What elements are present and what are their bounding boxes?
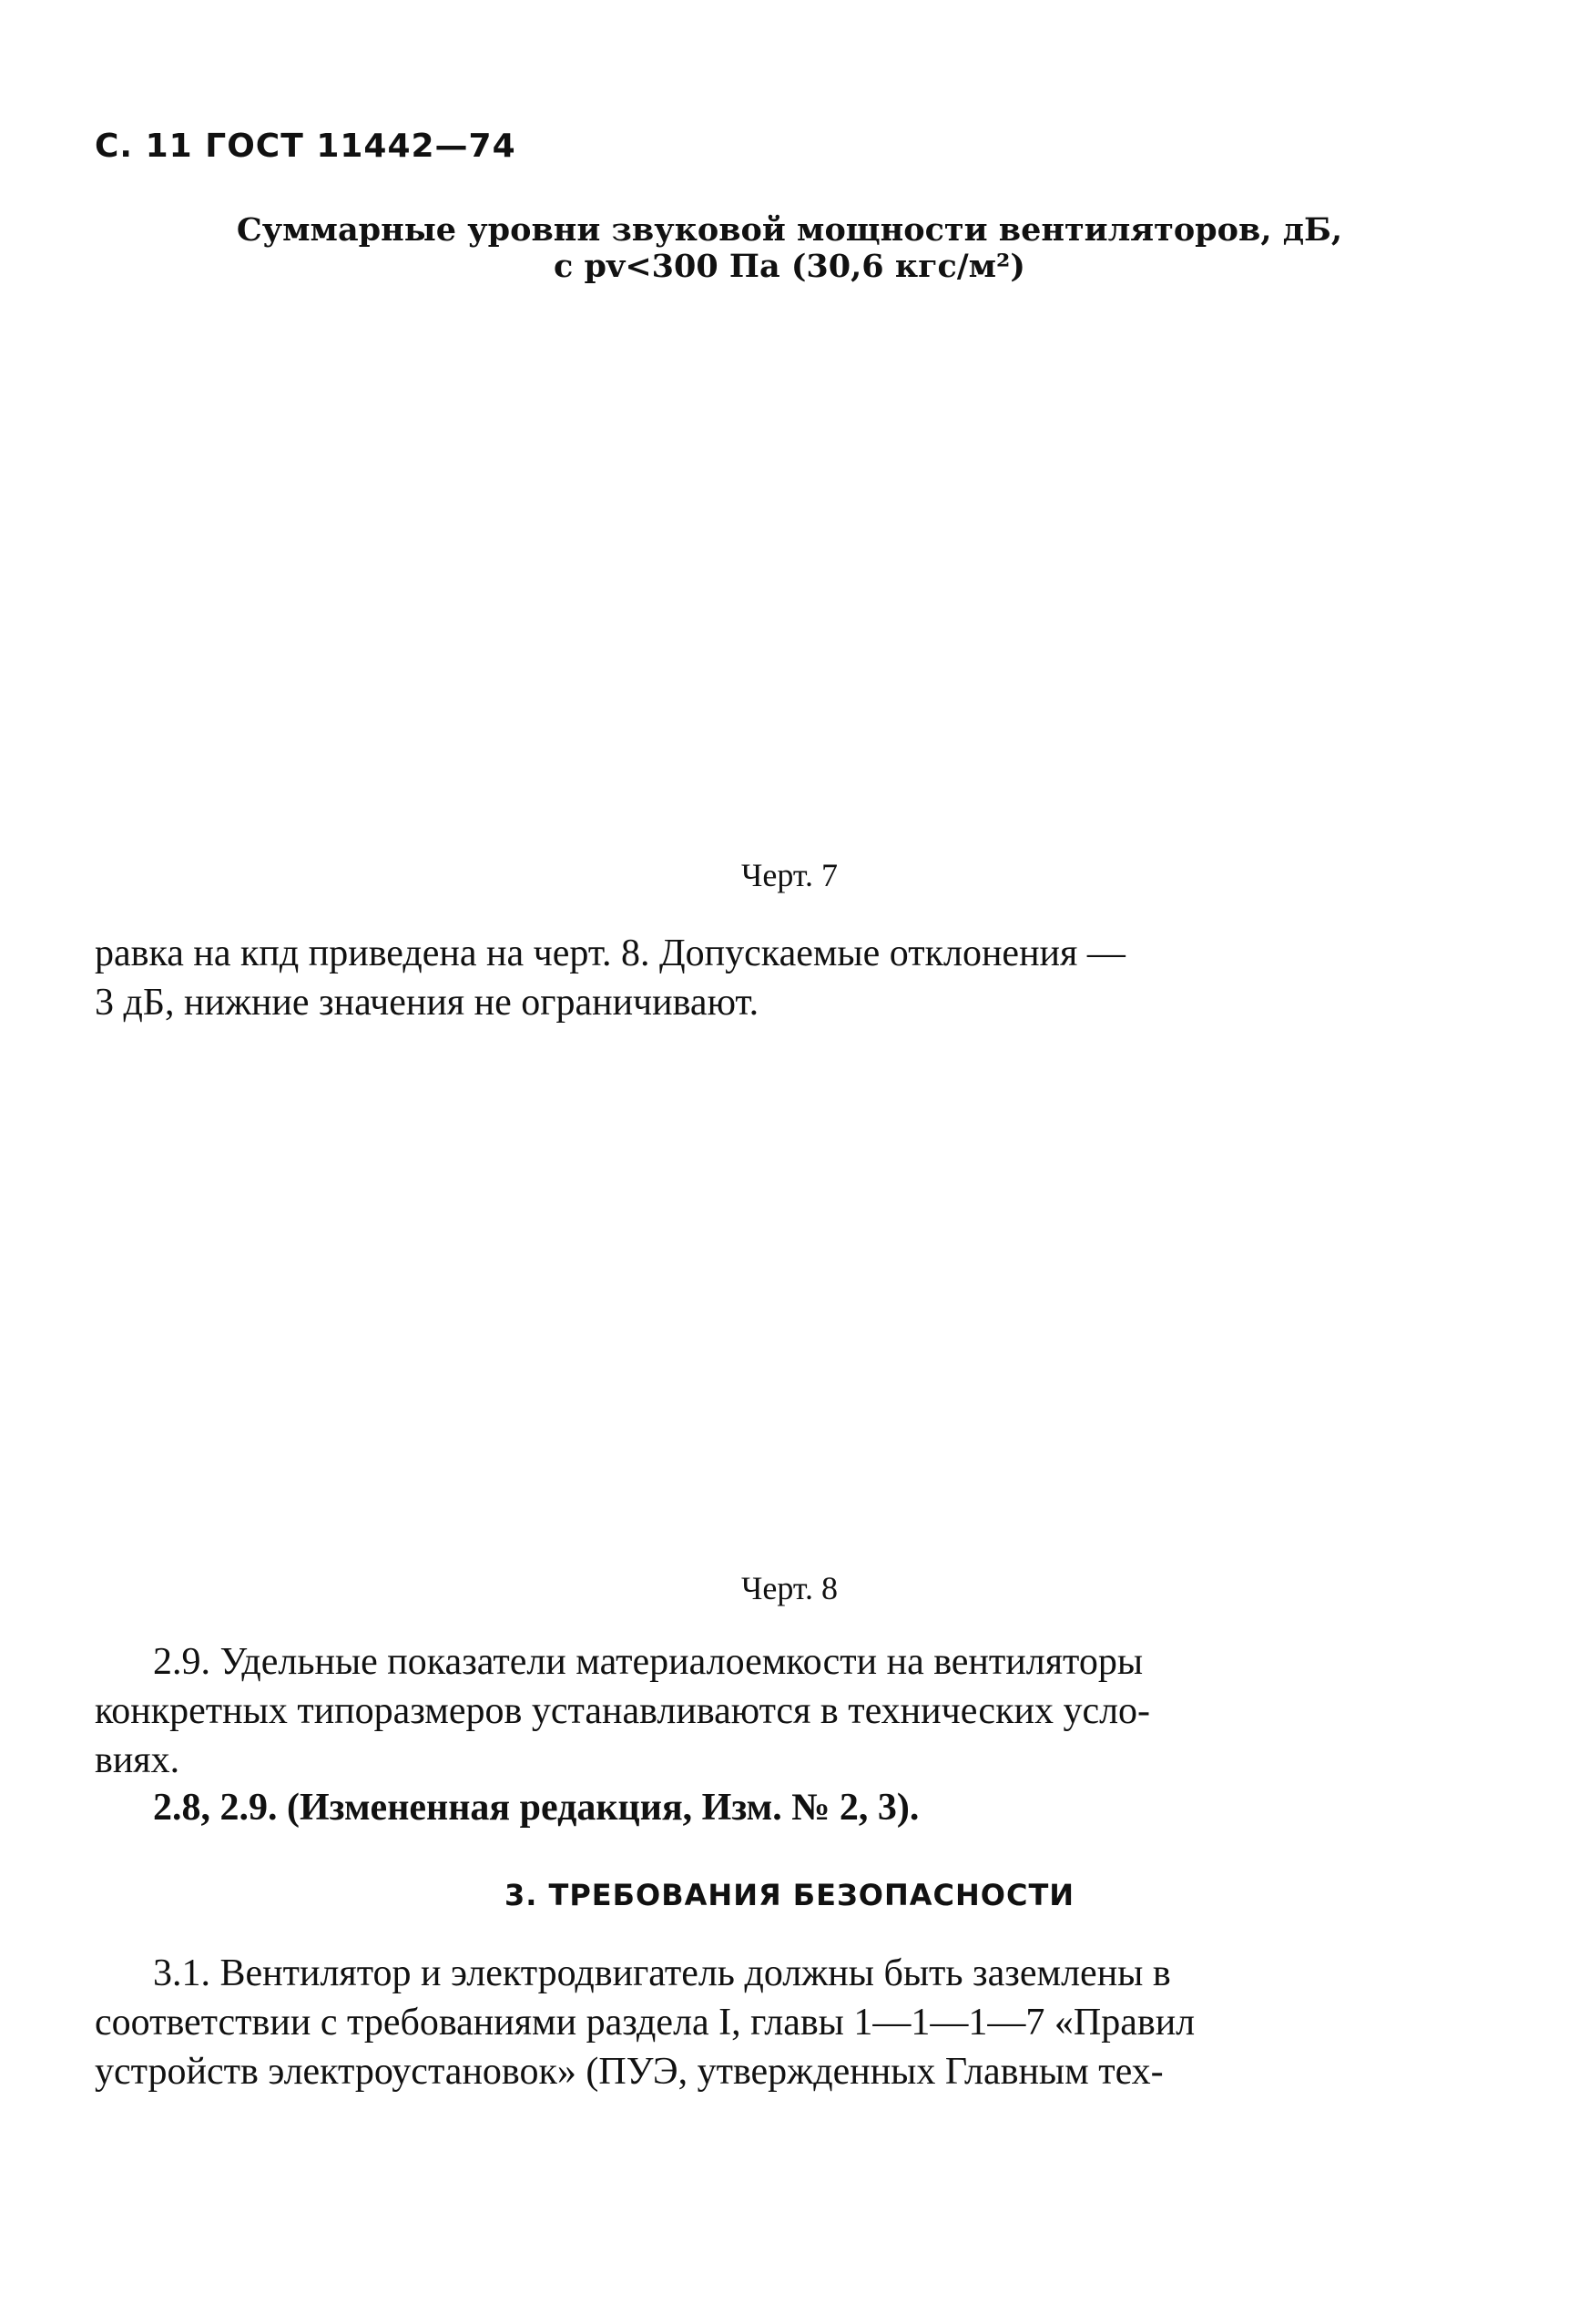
paragraph-3-1-line2: соответствии с требованиями раздела I, главы 1—1—1—7 «Правил xyxy=(95,2002,1196,2044)
figure7-title-line1: Суммарные уровни звуковой мощности вентиляторов, дБ, xyxy=(236,211,1343,249)
efficiency-correction-chart xyxy=(492,1120,965,1548)
paragraph-3-1 xyxy=(95,1949,1377,2096)
figure8-caption: Черт. 8 xyxy=(741,1570,838,1606)
section-3-heading: 3. ТРЕБОВАНИЯ БЕЗОПАСНОСТИ xyxy=(504,1878,1075,1912)
paragraph-3-1-line3: устройств электроустановок» (ПУЭ, утвержденных Главным тех- xyxy=(95,2051,1164,2093)
figure7-title-line2: с pv<300 Па (30,6 кгс/м²) xyxy=(554,248,1025,285)
figure7-caption: Черт. 7 xyxy=(741,857,838,893)
amendment-note: 2.8, 2.9. (Измененная редакция, Изм. № 2, 3). xyxy=(153,1787,920,1829)
paragraph-1-line2: 3 дБ, нижние значения не ограничивают. xyxy=(95,982,759,1024)
paragraph-1-line1: равка на кпд приведена на черт. 8. Допускаемые отклонения — xyxy=(95,933,1126,974)
paragraph-1 xyxy=(95,929,1377,1027)
paragraph-2-9-line3: виях. xyxy=(95,1739,180,1781)
sound-power-chart xyxy=(109,310,1293,829)
paragraph-2-9-line2: конкретных типоразмеров устанавливаются в технических усло- xyxy=(95,1690,1151,1732)
paragraph-3-1-line1: 3.1. Вентилятор и электродвигатель должны быть заземлены в xyxy=(153,1952,1171,1994)
page-header: С. 11 ГОСТ 11442—74 xyxy=(95,127,516,165)
paragraph-2-9 xyxy=(95,1637,1377,1785)
paragraph-2-9-line1: 2.9. Удельные показатели материалоемкости на вентиляторы xyxy=(153,1641,1144,1683)
